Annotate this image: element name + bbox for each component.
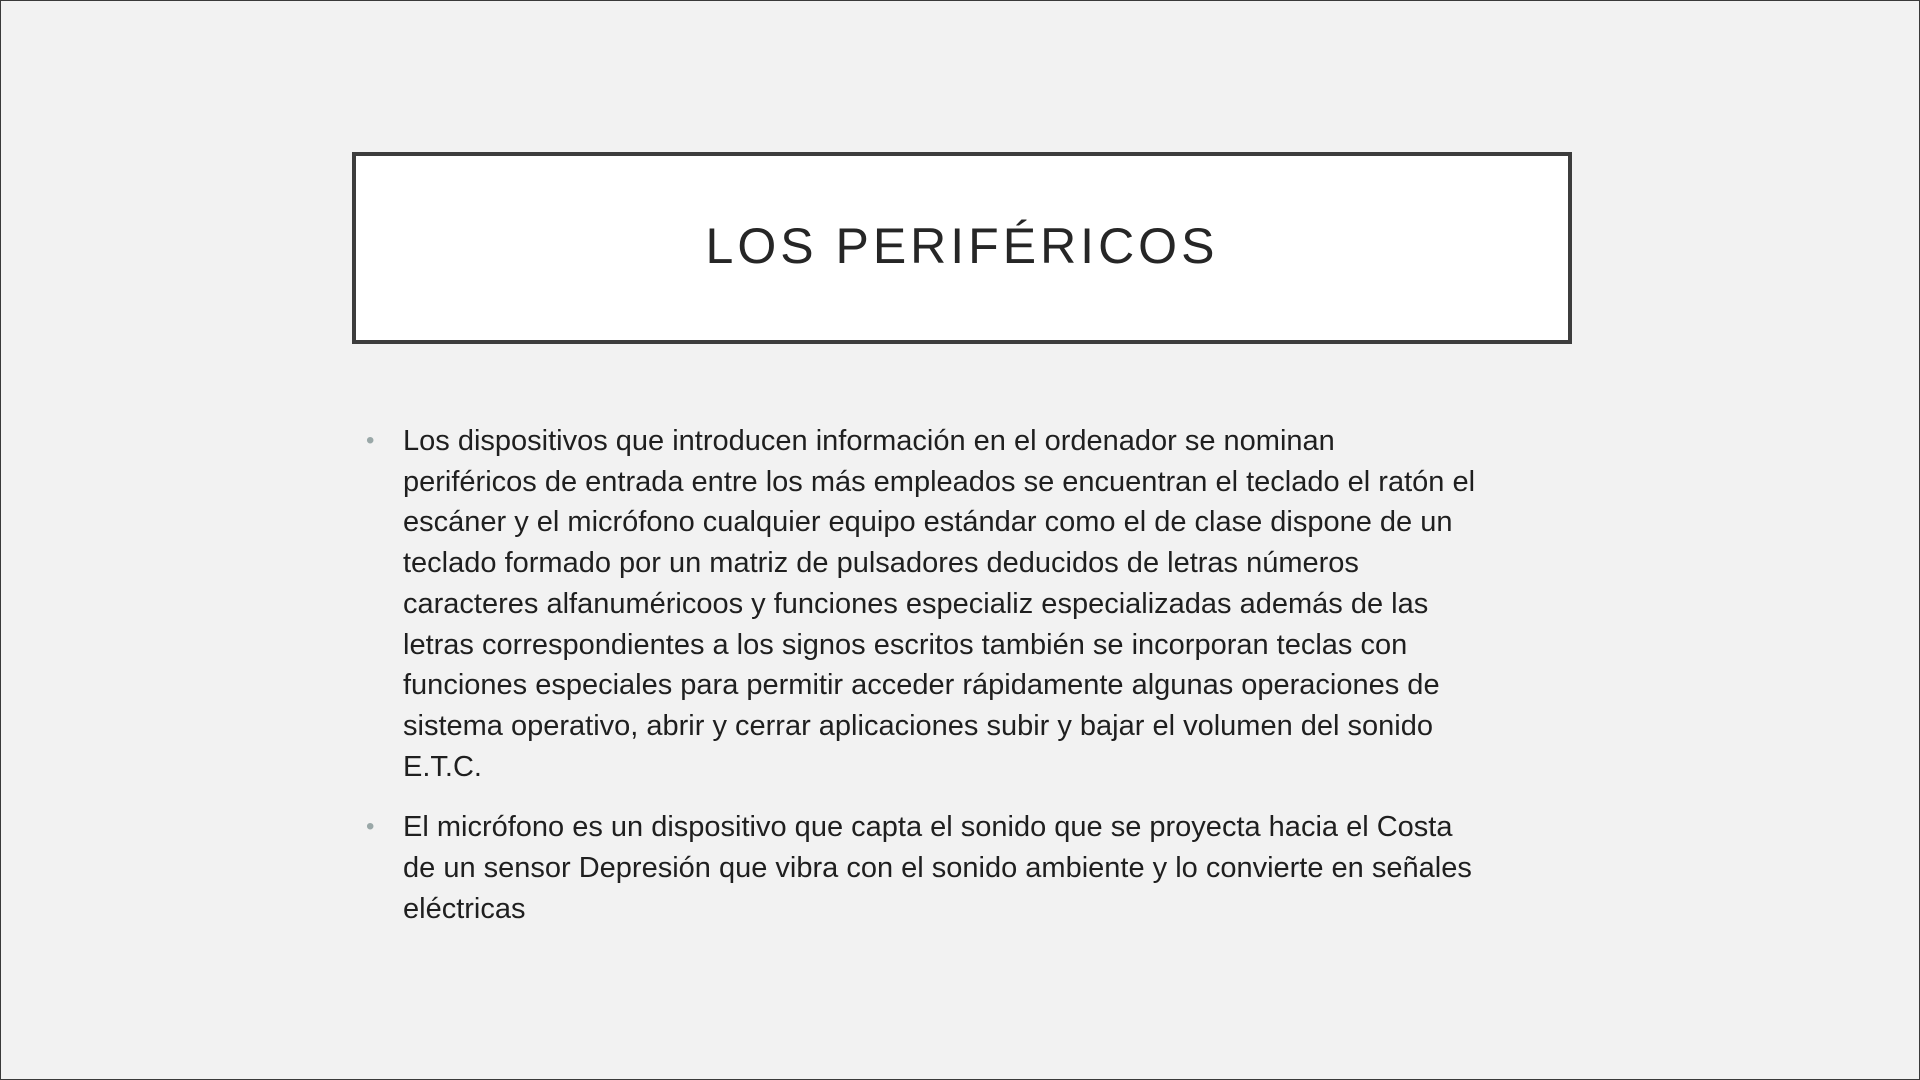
list-item xyxy=(366,421,1566,787)
bullet-text: Los dispositivos que introducen información en el ordenador se nominan periféricos de entrada entre los más empleados se encuentran el teclado el ratón el escáner y el micrófono cualquier equipo estándar como el de clase dispone de un teclado formado por un matriz de pulsadores deducidos de letras números caracteres alfanuméricoos y funciones especializ especializadas además de las letras correspondientes a los signos escritos también se incorporan teclas con funciones especiales para permitir acceder rápidamente algunas operaciones de sistema operativo, abrir y cerrar aplicaciones subir y bajar el volumen del sonido E.T.C. xyxy=(403,425,1476,783)
bullet-icon: • xyxy=(366,427,375,454)
bullet-text: El micrófono es un dispositivo que capta el sonido que se proyecta hacia el Costa de un sensor Depresión que vibra con el sonido ambiente y lo convierte en señales eléctricas xyxy=(403,811,1472,925)
title-box xyxy=(352,152,1572,344)
bullet-icon: • xyxy=(366,813,375,841)
bullet-list xyxy=(366,421,1566,949)
slide-title: LOS PERIFÉRICOS xyxy=(705,218,1219,274)
list-item xyxy=(366,807,1566,929)
